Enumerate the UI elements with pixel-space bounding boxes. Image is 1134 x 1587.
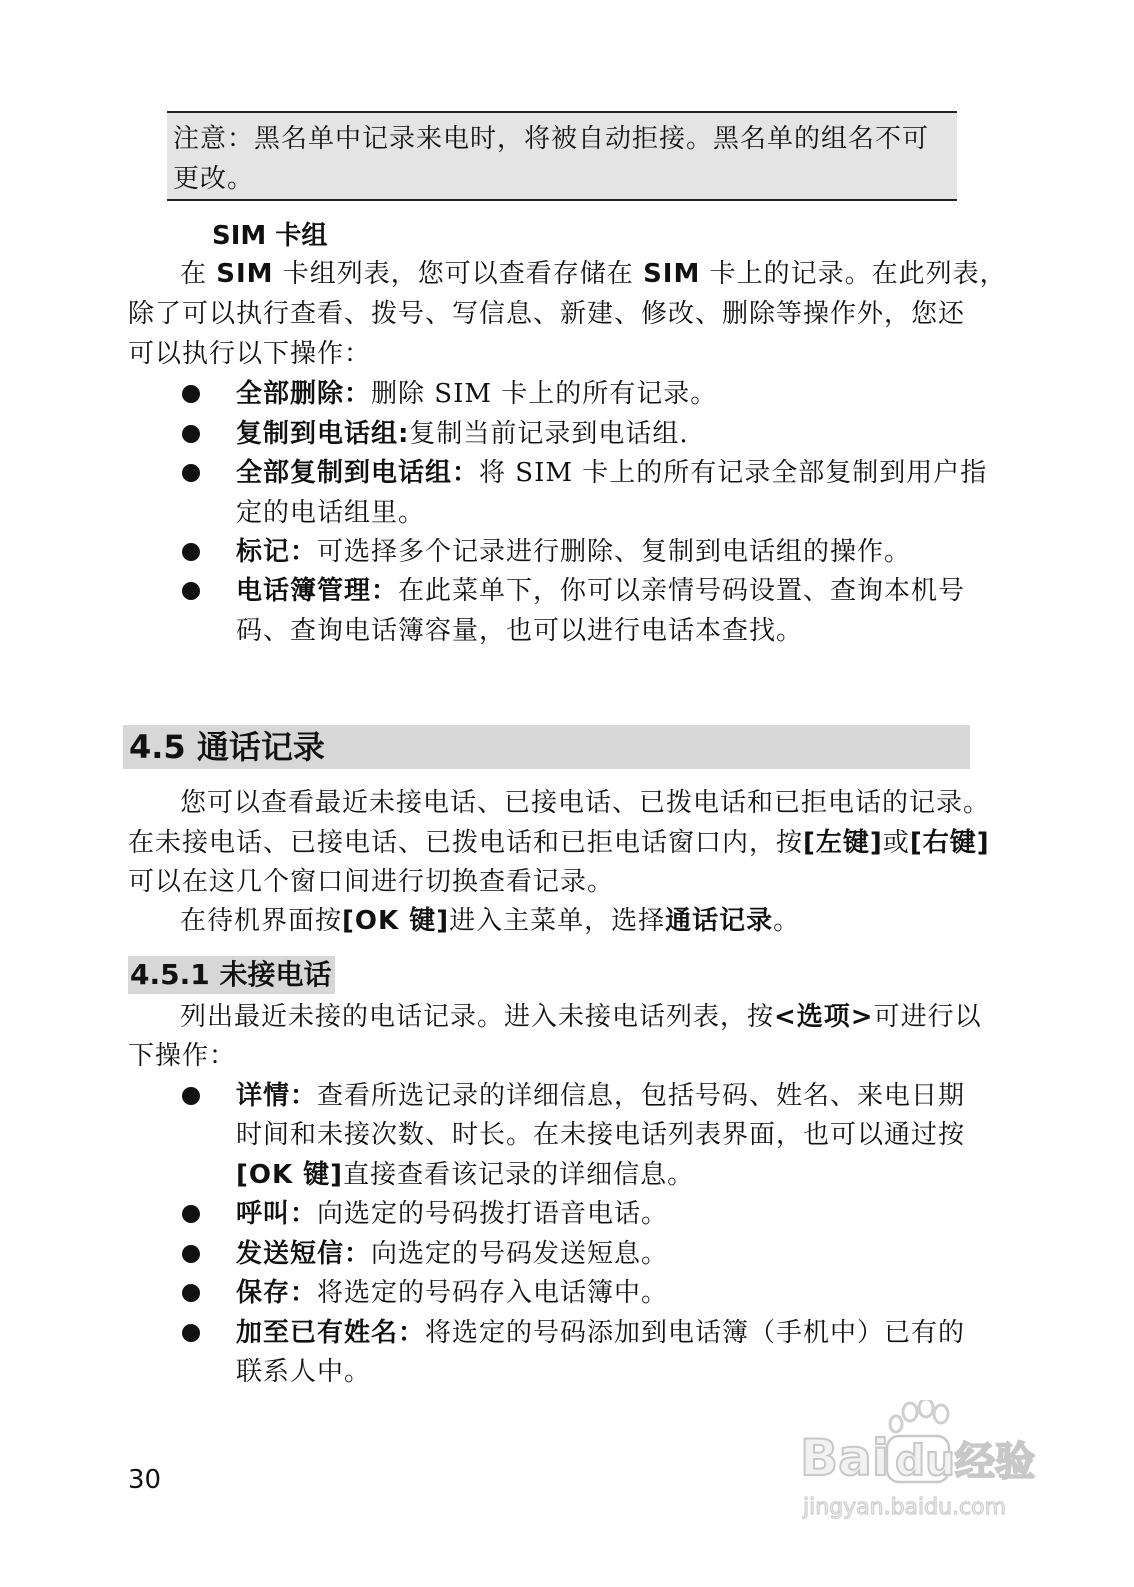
list-item: 复制到电话组:复制当前记录到电话组.: [236, 419, 689, 449]
section-heading-4-5-1: 4.5.1 未接电话: [128, 956, 335, 994]
list-item-cont: 联系人中。: [236, 1357, 372, 1387]
bullet: [182, 1284, 200, 1302]
watermark-url: jingyan.baidu.com: [803, 1495, 1007, 1520]
sec451-para-line2: 下操作：: [128, 1041, 237, 1071]
list-item: 全部复制到电话组：将 SIM 卡上的所有记录全部复制到用户指: [236, 458, 988, 488]
sec45-para-line1: 您可以查看最近未接电话、已接电话、已拨电话和已拒电话的记录。: [180, 788, 991, 818]
section-heading-4-5: 4.5 通话记录: [123, 725, 970, 769]
list-item: 详情：查看所选记录的详细信息，包括号码、姓名、来电日期: [236, 1081, 966, 1111]
note-text: 注意：黑名单中记录来电时，将被自动拒接。黑名单的组名不可更改。: [173, 124, 930, 194]
sim-para-line3: 可以执行以下操作：: [128, 339, 372, 369]
baidu-jingyan-watermark: [795, 1400, 1055, 1530]
list-item-cont: 定的电话组里。: [236, 498, 426, 528]
list-item: 加至已有姓名：将选定的号码添加到电话簿（手机中）已有的: [236, 1318, 966, 1348]
sec451-para-line1: 列出最近未接的电话记录。进入未接电话列表，按<选项>可进行以: [180, 1002, 982, 1032]
bullet: [182, 1087, 200, 1105]
watermark-brand: Bai: [800, 1429, 889, 1487]
sim-para-line1: 在 SIM 卡组列表，您可以查看存储在 SIM 卡上的记录。在此列表，: [180, 259, 1007, 289]
bullet: [182, 425, 200, 443]
list-item: 发送短信：向选定的号码发送短息。: [236, 1239, 669, 1269]
bullet: [182, 464, 200, 482]
bullet: [182, 385, 200, 403]
page-number: 30: [128, 1465, 162, 1495]
list-item: 标记：可选择多个记录进行删除、复制到电话组的操作。: [236, 537, 912, 567]
sec45-para-line3: 可以在这几个窗口间进行切换查看记录。: [128, 867, 615, 897]
bullet: [182, 1324, 200, 1342]
bullet: [182, 582, 200, 600]
sec45-para2: 在待机界面按[OK 键]进入主菜单，选择通话记录。: [180, 906, 801, 936]
sim-para-line2: 除了可以执行查看、拨号、写信息、新建、修改、删除等操作外，您还: [128, 299, 966, 329]
paw-icon: [890, 1400, 948, 1432]
sim-heading: SIM 卡组: [212, 221, 328, 251]
list-item: 呼叫：向选定的号码拨打语音电话。: [236, 1199, 669, 1229]
watermark-cn: 经验: [955, 1439, 1035, 1485]
list-item-cont: [OK 键]直接查看该记录的详细信息。: [236, 1160, 695, 1190]
bullet: [182, 1245, 200, 1263]
bullet: [182, 543, 200, 561]
list-item-cont: 码、查询电话簿容量，也可以进行电话本查找。: [236, 616, 804, 646]
svg-text:du: du: [895, 1436, 955, 1485]
note-box: [167, 111, 957, 201]
list-item-cont: 时间和未接次数、时长。在未接电话列表界面，也可以通过按: [236, 1120, 966, 1150]
bullet: [182, 1205, 200, 1223]
list-item: 全部删除：删除 SIM 卡上的所有记录。: [236, 379, 718, 409]
list-item: 保存：将选定的号码存入电话簿中。: [236, 1278, 669, 1308]
sec45-para-line2: 在未接电话、已接电话、已拨电话和已拒电话窗口内，按[左键]或[右键]: [128, 828, 990, 858]
list-item: 电话簿管理：在此菜单下，你可以亲情号码设置、查询本机号: [236, 576, 966, 606]
